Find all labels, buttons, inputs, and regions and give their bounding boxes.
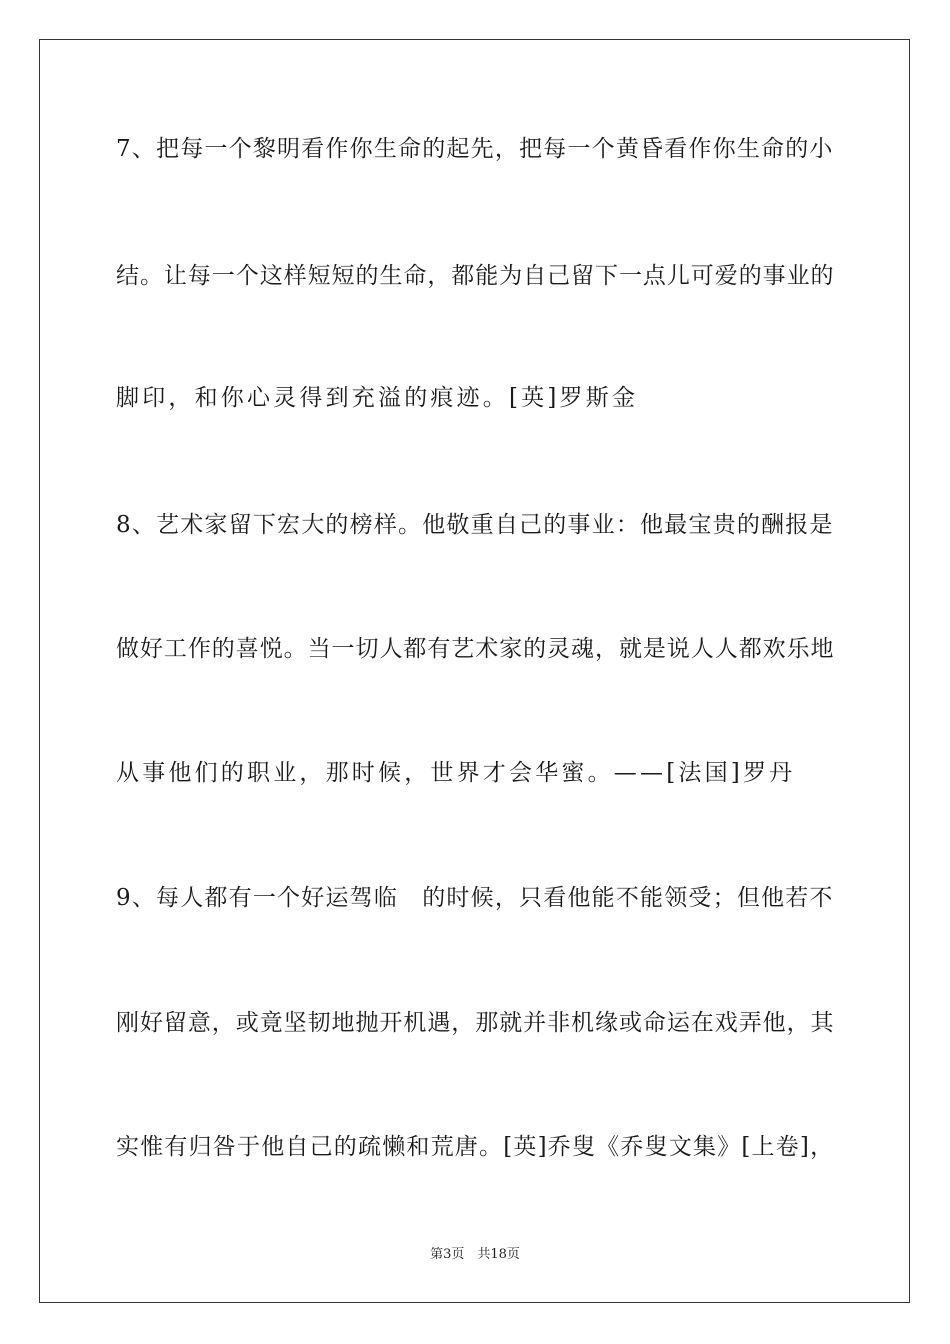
text-line: 做好工作的喜悦。当一切人都有艺术家的灵魂，就是说人人都欢乐地 [116, 636, 835, 662]
text-line: 9、每人都有一个好运驾临 的时候，只看他能不能领受；但他若不 [116, 885, 834, 911]
text-line: 7、把每一个黎明看作你生命的起先，把每一个黄昏看作你生命的小 [116, 136, 834, 162]
page-number: 第3页 共18页 [430, 1247, 520, 1262]
text-line: 刚好留意，或竟坚韧地抛开机遇，那就并非机缘或命运在戏弄他，其 [116, 1010, 835, 1036]
text-line: 8、艺术家留下宏大的榜样。他敬重自己的事业：他最宝贵的酬报是 [116, 512, 834, 538]
text-line: 脚印，和你心灵得到充溢的痕迹。[英]罗斯金 [116, 385, 639, 411]
text-line: 结。让每一个这样短短的生命，都能为自己留下一点儿可爱的事业的 [116, 263, 835, 289]
page-border [39, 39, 910, 1303]
text-line: 从事他们的职业，那时候，世界才会华蜜。——[法国]罗丹 [116, 760, 796, 786]
text-line: 实惟有归咎于他自己的疏懒和荒唐。[英]乔叟《乔叟文集》[上卷]， [116, 1134, 835, 1160]
